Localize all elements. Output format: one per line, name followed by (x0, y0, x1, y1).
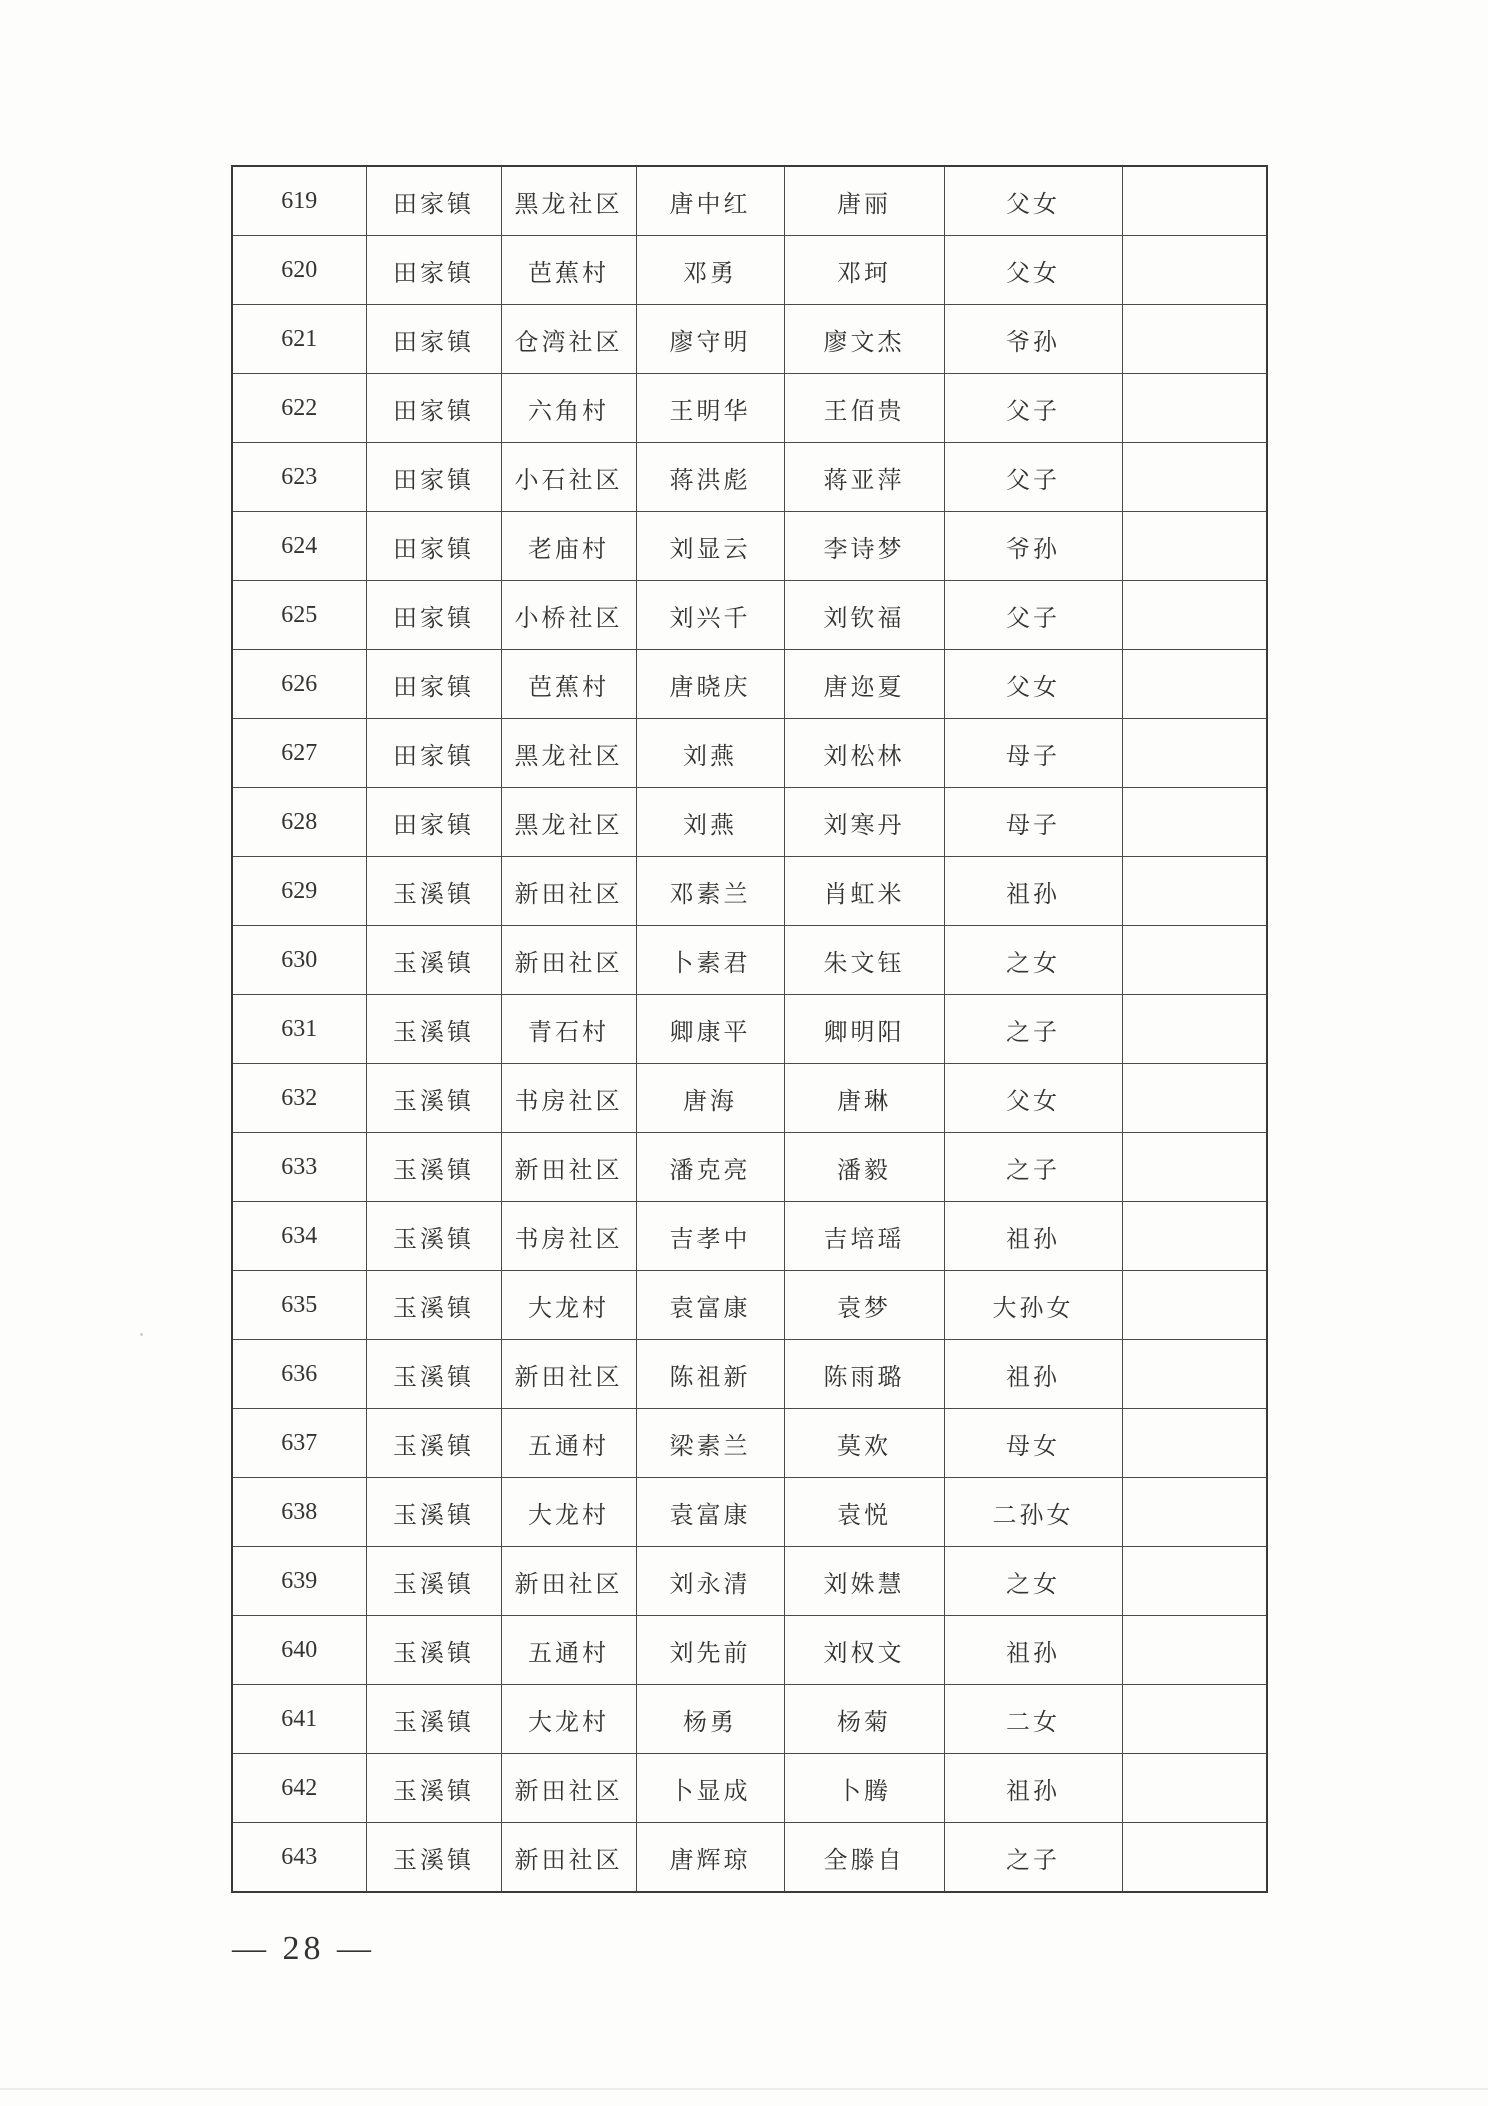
cell-name-b: 刘姝慧 (784, 1547, 944, 1616)
table-row (232, 1478, 1267, 1547)
table-row (232, 1202, 1267, 1271)
cell-town: 田家镇 (366, 788, 501, 857)
cell-relation: 二女 (944, 1685, 1122, 1754)
cell-number: 630 (232, 926, 366, 995)
cell-remark (1122, 1616, 1267, 1685)
cell-remark (1122, 1064, 1267, 1133)
cell-number: 632 (232, 1064, 366, 1133)
cell-town: 田家镇 (366, 443, 501, 512)
table-row (232, 1685, 1267, 1754)
cell-village: 黑龙社区 (501, 166, 636, 236)
cell-remark (1122, 1823, 1267, 1893)
cell-remark (1122, 995, 1267, 1064)
cell-remark (1122, 788, 1267, 857)
cell-relation: 母子 (944, 719, 1122, 788)
cell-name-b: 卜腾 (784, 1754, 944, 1823)
cell-name-a: 邓勇 (636, 236, 784, 305)
cell-relation: 祖孙 (944, 1616, 1122, 1685)
cell-remark (1122, 1754, 1267, 1823)
cell-relation: 父女 (944, 236, 1122, 305)
cell-relation: 祖孙 (944, 857, 1122, 926)
cell-number: 636 (232, 1340, 366, 1409)
cell-village: 新田社区 (501, 1754, 636, 1823)
cell-number: 629 (232, 857, 366, 926)
cell-name-b: 唐迩夏 (784, 650, 944, 719)
cell-name-a: 陈祖新 (636, 1340, 784, 1409)
cell-relation: 父女 (944, 650, 1122, 719)
cell-town: 田家镇 (366, 512, 501, 581)
cell-relation: 父女 (944, 1064, 1122, 1133)
cell-town: 玉溪镇 (366, 1202, 501, 1271)
cell-relation: 父子 (944, 443, 1122, 512)
page-number: — 28 — (232, 1930, 375, 1967)
cell-remark (1122, 1409, 1267, 1478)
cell-number: 621 (232, 305, 366, 374)
table-container (231, 165, 1266, 1893)
table-row (232, 512, 1267, 581)
cell-village: 大龙村 (501, 1478, 636, 1547)
cell-town: 田家镇 (366, 374, 501, 443)
table-row (232, 374, 1267, 443)
cell-village: 新田社区 (501, 1823, 636, 1893)
cell-name-b: 蒋亚萍 (784, 443, 944, 512)
cell-relation: 父子 (944, 581, 1122, 650)
cell-name-a: 唐晓庆 (636, 650, 784, 719)
cell-remark (1122, 581, 1267, 650)
cell-remark (1122, 1478, 1267, 1547)
cell-name-a: 袁富康 (636, 1271, 784, 1340)
cell-village: 大龙村 (501, 1271, 636, 1340)
cell-remark (1122, 1685, 1267, 1754)
cell-name-a: 潘克亮 (636, 1133, 784, 1202)
cell-relation: 大孙女 (944, 1271, 1122, 1340)
cell-name-a: 唐辉琼 (636, 1823, 784, 1893)
cell-remark (1122, 719, 1267, 788)
table-row (232, 719, 1267, 788)
table-row (232, 788, 1267, 857)
table-row (232, 166, 1267, 236)
cell-town: 玉溪镇 (366, 1064, 501, 1133)
cell-town: 玉溪镇 (366, 1685, 501, 1754)
cell-town: 田家镇 (366, 650, 501, 719)
cell-name-a: 卜素君 (636, 926, 784, 995)
cell-name-a: 刘先前 (636, 1616, 784, 1685)
cell-village: 新田社区 (501, 1547, 636, 1616)
cell-village: 芭蕉村 (501, 650, 636, 719)
cell-name-a: 刘兴千 (636, 581, 784, 650)
cell-name-a: 袁富康 (636, 1478, 784, 1547)
cell-town: 玉溪镇 (366, 1478, 501, 1547)
cell-village: 芭蕉村 (501, 236, 636, 305)
table-row (232, 443, 1267, 512)
cell-town: 田家镇 (366, 236, 501, 305)
table-row (232, 650, 1267, 719)
cell-number: 623 (232, 443, 366, 512)
cell-name-a: 吉孝中 (636, 1202, 784, 1271)
cell-relation: 之女 (944, 1547, 1122, 1616)
cell-name-b: 刘钦福 (784, 581, 944, 650)
table-row (232, 581, 1267, 650)
cell-village: 黑龙社区 (501, 719, 636, 788)
table-body (232, 166, 1267, 1892)
cell-town: 玉溪镇 (366, 1823, 501, 1893)
table-row (232, 1754, 1267, 1823)
cell-number: 624 (232, 512, 366, 581)
cell-name-b: 杨菊 (784, 1685, 944, 1754)
cell-name-b: 潘毅 (784, 1133, 944, 1202)
cell-name-b: 朱文钰 (784, 926, 944, 995)
cell-village: 新田社区 (501, 926, 636, 995)
scan-speck (140, 1333, 143, 1336)
cell-number: 619 (232, 166, 366, 236)
table-row (232, 926, 1267, 995)
cell-remark (1122, 1547, 1267, 1616)
cell-remark (1122, 443, 1267, 512)
cell-remark (1122, 1340, 1267, 1409)
cell-number: 625 (232, 581, 366, 650)
cell-name-a: 刘燕 (636, 788, 784, 857)
table-row (232, 1133, 1267, 1202)
cell-village: 新田社区 (501, 1340, 636, 1409)
cell-remark (1122, 374, 1267, 443)
cell-town: 田家镇 (366, 166, 501, 236)
cell-name-b: 吉培瑶 (784, 1202, 944, 1271)
cell-remark (1122, 512, 1267, 581)
cell-town: 玉溪镇 (366, 1616, 501, 1685)
cell-village: 青石村 (501, 995, 636, 1064)
cell-village: 书房社区 (501, 1202, 636, 1271)
cell-number: 641 (232, 1685, 366, 1754)
cell-remark (1122, 857, 1267, 926)
cell-relation: 爷孙 (944, 512, 1122, 581)
cell-number: 628 (232, 788, 366, 857)
cell-town: 田家镇 (366, 305, 501, 374)
table-row (232, 1823, 1267, 1893)
table-row (232, 236, 1267, 305)
cell-town: 玉溪镇 (366, 926, 501, 995)
cell-number: 634 (232, 1202, 366, 1271)
cell-name-b: 卿明阳 (784, 995, 944, 1064)
cell-number: 643 (232, 1823, 366, 1893)
cell-name-a: 刘显云 (636, 512, 784, 581)
scan-edge-line (0, 2088, 1488, 2090)
cell-name-b: 陈雨璐 (784, 1340, 944, 1409)
cell-village: 五通村 (501, 1409, 636, 1478)
cell-name-a: 刘永清 (636, 1547, 784, 1616)
table-row (232, 995, 1267, 1064)
cell-relation: 父子 (944, 374, 1122, 443)
cell-number: 635 (232, 1271, 366, 1340)
cell-name-a: 梁素兰 (636, 1409, 784, 1478)
cell-name-b: 肖虹米 (784, 857, 944, 926)
cell-village: 小桥社区 (501, 581, 636, 650)
cell-town: 玉溪镇 (366, 1547, 501, 1616)
cell-remark (1122, 236, 1267, 305)
cell-number: 637 (232, 1409, 366, 1478)
cell-number: 631 (232, 995, 366, 1064)
cell-village: 六角村 (501, 374, 636, 443)
cell-relation: 母女 (944, 1409, 1122, 1478)
cell-village: 新田社区 (501, 857, 636, 926)
cell-name-b: 刘松林 (784, 719, 944, 788)
cell-relation: 父女 (944, 166, 1122, 236)
cell-number: 626 (232, 650, 366, 719)
cell-remark (1122, 650, 1267, 719)
cell-relation: 祖孙 (944, 1340, 1122, 1409)
cell-relation: 之女 (944, 926, 1122, 995)
cell-name-b: 袁梦 (784, 1271, 944, 1340)
cell-name-a: 廖守明 (636, 305, 784, 374)
record-table (231, 165, 1268, 1893)
cell-number: 640 (232, 1616, 366, 1685)
cell-remark (1122, 1133, 1267, 1202)
cell-town: 玉溪镇 (366, 1271, 501, 1340)
cell-name-a: 唐中红 (636, 166, 784, 236)
cell-name-b: 唐琳 (784, 1064, 944, 1133)
cell-name-a: 唐海 (636, 1064, 784, 1133)
cell-remark (1122, 1202, 1267, 1271)
cell-town: 田家镇 (366, 719, 501, 788)
table-row (232, 1409, 1267, 1478)
cell-town: 玉溪镇 (366, 857, 501, 926)
cell-name-b: 刘寒丹 (784, 788, 944, 857)
cell-town: 田家镇 (366, 581, 501, 650)
cell-name-b: 全滕自 (784, 1823, 944, 1893)
table-row (232, 1616, 1267, 1685)
cell-village: 新田社区 (501, 1133, 636, 1202)
cell-name-b: 唐丽 (784, 166, 944, 236)
cell-name-b: 莫欢 (784, 1409, 944, 1478)
cell-relation: 之子 (944, 1823, 1122, 1893)
cell-number: 622 (232, 374, 366, 443)
cell-name-b: 刘权文 (784, 1616, 944, 1685)
cell-village: 五通村 (501, 1616, 636, 1685)
cell-relation: 二孙女 (944, 1478, 1122, 1547)
cell-village: 书房社区 (501, 1064, 636, 1133)
cell-remark (1122, 1271, 1267, 1340)
cell-number: 627 (232, 719, 366, 788)
cell-town: 玉溪镇 (366, 1754, 501, 1823)
table-row (232, 1064, 1267, 1133)
cell-name-a: 卜显成 (636, 1754, 784, 1823)
cell-relation: 母子 (944, 788, 1122, 857)
cell-remark (1122, 166, 1267, 236)
cell-village: 小石社区 (501, 443, 636, 512)
cell-village: 大龙村 (501, 1685, 636, 1754)
cell-relation: 祖孙 (944, 1754, 1122, 1823)
table-row (232, 1271, 1267, 1340)
cell-village: 老庙村 (501, 512, 636, 581)
table-row (232, 305, 1267, 374)
cell-name-b: 袁悦 (784, 1478, 944, 1547)
cell-town: 玉溪镇 (366, 1340, 501, 1409)
cell-number: 638 (232, 1478, 366, 1547)
cell-number: 620 (232, 236, 366, 305)
cell-name-a: 邓素兰 (636, 857, 784, 926)
cell-village: 仓湾社区 (501, 305, 636, 374)
cell-name-a: 蒋洪彪 (636, 443, 784, 512)
cell-remark (1122, 305, 1267, 374)
cell-name-a: 刘燕 (636, 719, 784, 788)
cell-name-b: 邓珂 (784, 236, 944, 305)
cell-relation: 祖孙 (944, 1202, 1122, 1271)
cell-remark (1122, 926, 1267, 995)
cell-number: 639 (232, 1547, 366, 1616)
cell-town: 玉溪镇 (366, 1133, 501, 1202)
table-row (232, 1547, 1267, 1616)
cell-number: 633 (232, 1133, 366, 1202)
cell-name-a: 王明华 (636, 374, 784, 443)
cell-village: 黑龙社区 (501, 788, 636, 857)
cell-name-a: 卿康平 (636, 995, 784, 1064)
cell-number: 642 (232, 1754, 366, 1823)
cell-relation: 之子 (944, 995, 1122, 1064)
table-row (232, 1340, 1267, 1409)
cell-name-b: 廖文杰 (784, 305, 944, 374)
cell-relation: 之子 (944, 1133, 1122, 1202)
table-row (232, 857, 1267, 926)
cell-name-b: 王佰贵 (784, 374, 944, 443)
cell-town: 玉溪镇 (366, 1409, 501, 1478)
cell-town: 玉溪镇 (366, 995, 501, 1064)
cell-name-b: 李诗梦 (784, 512, 944, 581)
cell-name-a: 杨勇 (636, 1685, 784, 1754)
cell-relation: 爷孙 (944, 305, 1122, 374)
